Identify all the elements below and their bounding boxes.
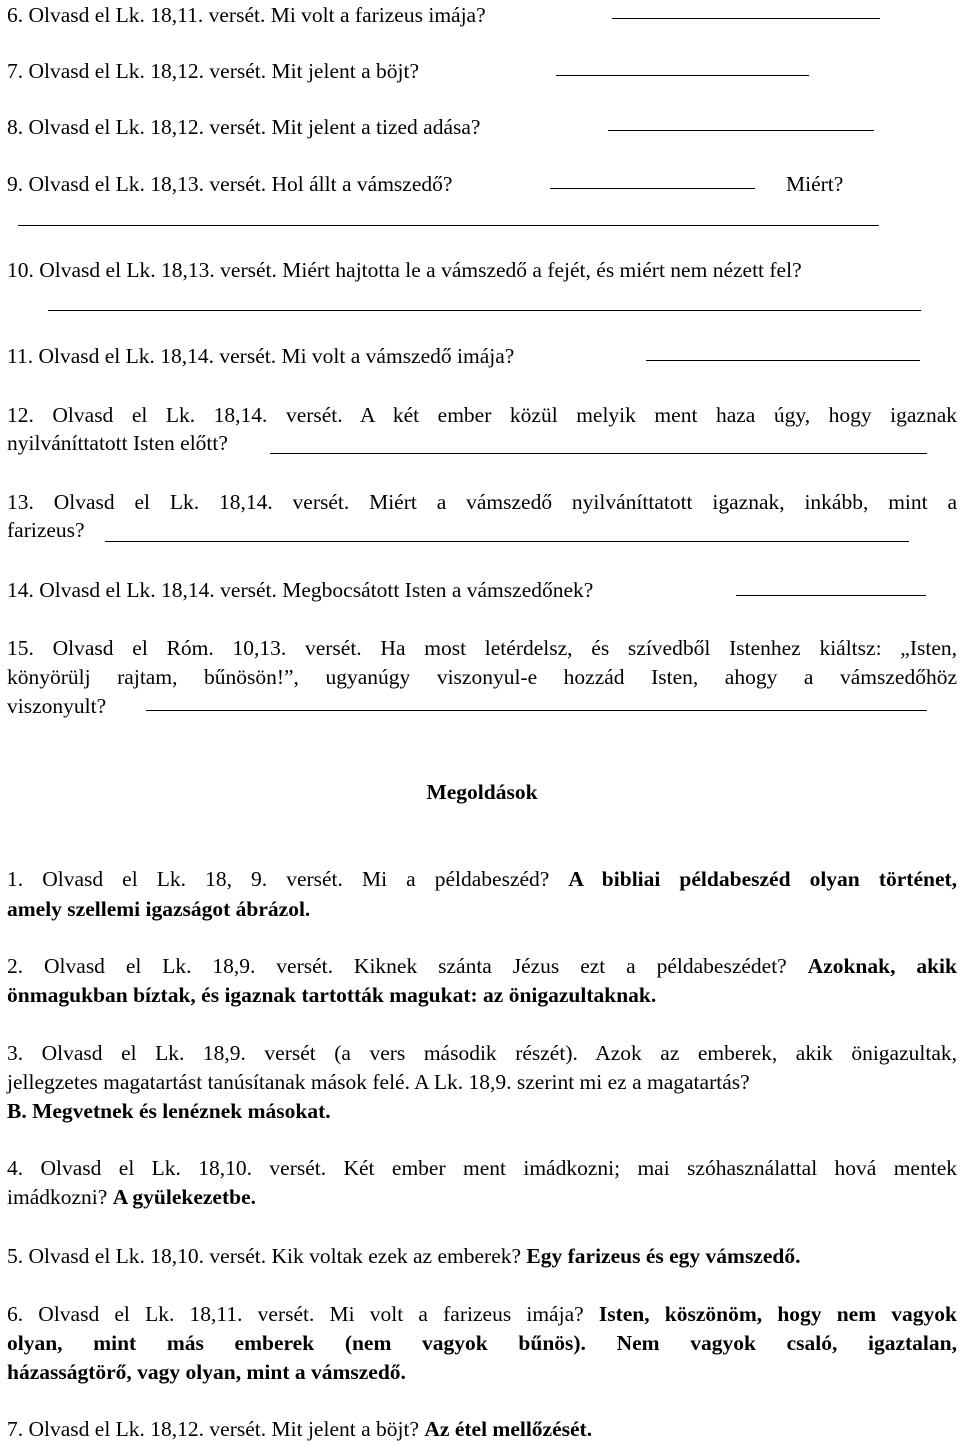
question-12-line2: nyilváníttatott Isten előtt? [7, 431, 228, 455]
question-9-extra: Miért? [786, 172, 844, 196]
answer-blank-15[interactable] [146, 710, 927, 711]
question-9: 9. Olvasd el Lk. 18,13. versét. Hol állt a vámszedő? [7, 172, 453, 196]
answer-blank-9b[interactable] [18, 225, 879, 226]
answer-blank-12[interactable] [270, 453, 927, 454]
solution-5-line1: 5. Olvasd el Lk. 18,10. versét. Kik voltak ezek az emberek? Egy farizeus és egy vámszedő. [7, 1244, 801, 1268]
solution-1-line1: 1. Olvasd el Lk. 18, 9. versét. Mi a példabeszéd? A bibliai példabeszéd olyan történet, [7, 867, 958, 891]
solution-6-line3: házasságtörő, vagy olyan, mint a vámszedő. [7, 1360, 406, 1384]
solution-6-line2: olyan, mint más emberek (nem vagyok bűnös). Nem vagyok csaló, igaztalan, [7, 1331, 957, 1355]
solution-6-line1: 6. Olvasd el Lk. 18,11. versét. Mi volt a farizeus imája? Isten, köszönöm, hogy nem vagyok [7, 1302, 958, 1326]
question-15-line3: viszonyult? [7, 694, 107, 718]
solution-3-line2: jellegzetes magatartást tanúsítanak mások felé. A Lk. 18,9. szerint mi ez a magatartás? [7, 1070, 750, 1094]
answer-blank-14[interactable] [736, 595, 926, 596]
solution-7-line1: 7. Olvasd el Lk. 18,12. versét. Mit jelent a böjt? Az étel mellőzését. [7, 1417, 593, 1441]
solution-1-line2: amely szellemi igazságot ábrázol. [7, 897, 311, 921]
answer-blank-10[interactable] [48, 310, 921, 311]
answer-blank-7[interactable] [556, 75, 809, 76]
answer-blank-6[interactable] [612, 18, 880, 19]
question-7: 7. Olvasd el Lk. 18,12. versét. Mit jelent a böjt? [7, 59, 419, 83]
answer-blank-13[interactable] [105, 541, 909, 542]
question-6: 6. Olvasd el Lk. 18,11. versét. Mi volt a farizeus imája? [7, 3, 486, 27]
question-15-line1: 15. Olvasd el Róm. 10,13. versét. Ha most letérdelsz, és szívedből Istenhez kiáltsz: „Isten, [7, 636, 957, 660]
question-13-line1: 13. Olvasd el Lk. 18,14. versét. Miért a vámszedő nyilváníttatott igaznak, inkább, mint a [7, 490, 957, 514]
question-11: 11. Olvasd el Lk. 18,14. versét. Mi volt a vámszedő imája? [7, 344, 515, 368]
answer-blank-8[interactable] [608, 130, 874, 131]
answer-blank-11[interactable] [646, 360, 920, 361]
question-10: 10. Olvasd el Lk. 18,13. versét. Miért hajtotta le a vámszedő a fejét, és miért nem nézett fel? [7, 258, 802, 282]
question-13-line2: farizeus? [7, 518, 85, 542]
question-8: 8. Olvasd el Lk. 18,12. versét. Mit jelent a tized adása? [7, 115, 481, 139]
solution-3-line1: 3. Olvasd el Lk. 18,9. versét (a vers második részét). Azok az emberek, akik önigazultak, [7, 1041, 957, 1065]
solutions-heading: Megoldások [426, 780, 538, 804]
solution-4-line2: imádkozni? A gyülekezetbe. [7, 1185, 256, 1209]
question-14: 14. Olvasd el Lk. 18,14. versét. Megbocsátott Isten a vámszedőnek? [7, 578, 594, 602]
question-12-line1: 12. Olvasd el Lk. 18,14. versét. A két ember közül melyik ment haza úgy, hogy igaznak [7, 403, 957, 427]
solution-3-line3: B. Megvetnek és lenéznek másokat. [7, 1099, 331, 1123]
solution-2-line1: 2. Olvasd el Lk. 18,9. versét. Kiknek szánta Jézus ezt a példabeszédet? Azoknak, akik [7, 954, 957, 978]
answer-blank-9a[interactable] [550, 188, 755, 189]
solution-4-line1: 4. Olvasd el Lk. 18,10. versét. Két ember ment imádkozni; mai szóhasználattal hová mentek [7, 1156, 957, 1180]
solution-2-line2: önmagukban bíztak, és igaznak tartották magukat: az önigazultaknak. [7, 983, 657, 1007]
question-15-line2: könyörülj rajtam, bűnösön!”, ugyanúgy viszonyul-e hozzád Isten, ahogy a vámszedőhöz [7, 665, 957, 689]
